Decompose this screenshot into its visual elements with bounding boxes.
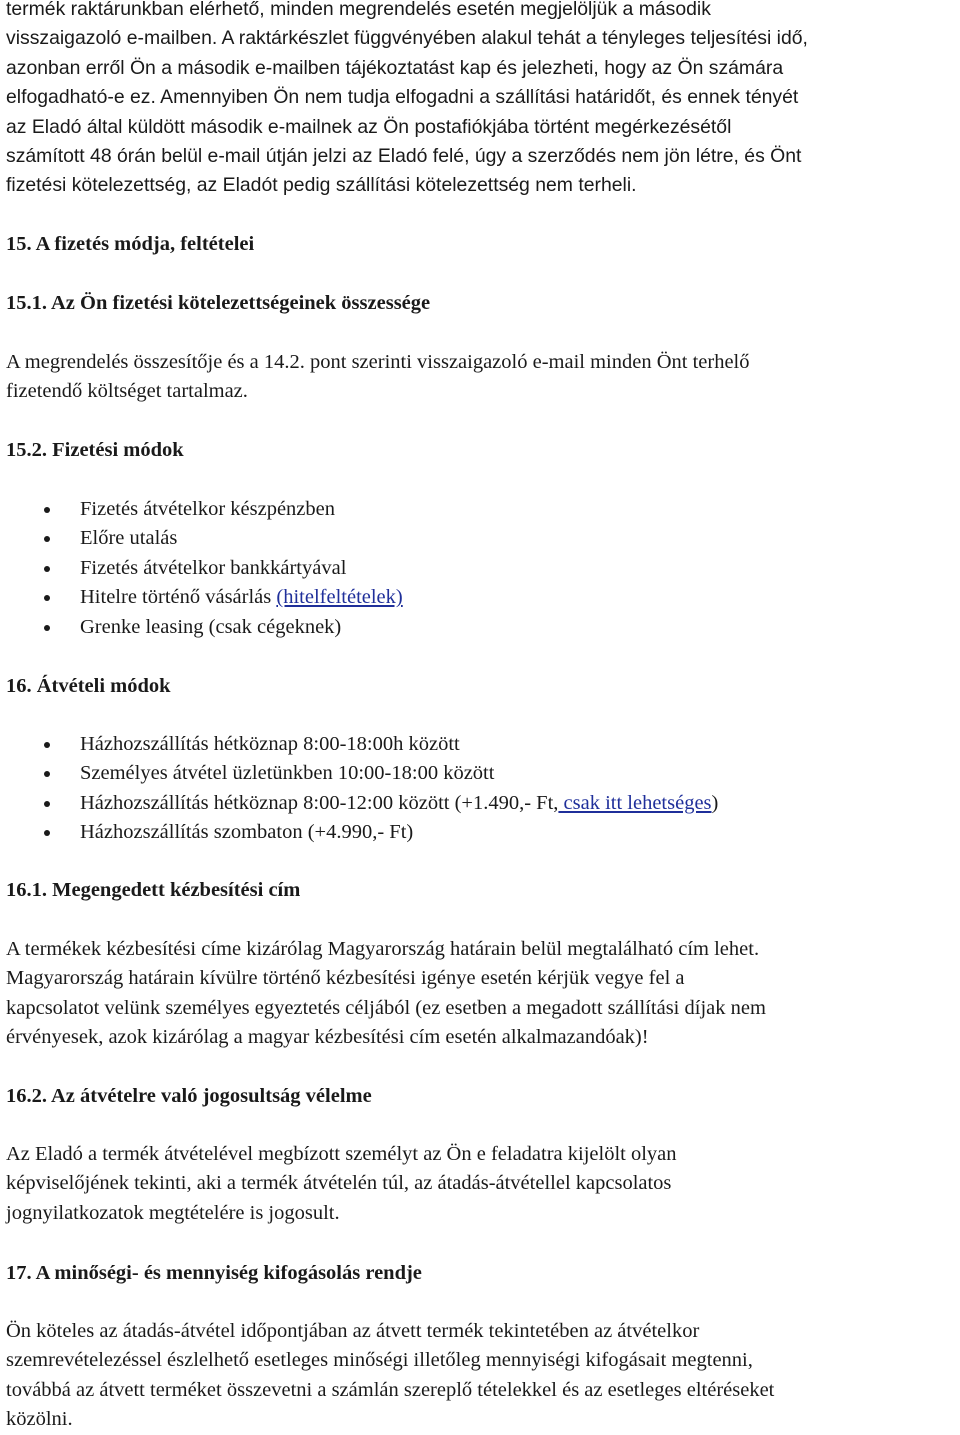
list-item-label: ) — [711, 791, 719, 814]
list-item-label: Házhozszállítás hétköznap 8:00-18:00h között — [80, 733, 460, 755]
list-item-label: Személyes átvétel üzletünkben 10:00-18:00 között — [80, 762, 495, 785]
paragraph-line: érvényesek, azok kizárólag a magyar kézbesítési cím esetén alkalmazandóak)! — [6, 1026, 649, 1049]
list-item — [6, 818, 956, 847]
section-17-paragraph — [6, 1317, 956, 1435]
intro-line: fizetési kötelezettség, az Eladót pedig szállítási kötelezettség nem terheli. — [6, 174, 637, 197]
section-17-heading: 17. A minőségi- és mennyiség kifogásolás rendje — [6, 1262, 422, 1284]
list-item — [6, 759, 956, 788]
list-item-label: Fizetés átvételkor bankkártyával — [80, 556, 347, 579]
list-item-label: Hitelre történő vásárlás — [80, 586, 277, 609]
bullet-icon — [44, 801, 50, 807]
list-item — [6, 730, 956, 759]
paragraph-line: A megrendelés összesítője és a 14.2. pont szerinti visszaigazoló e-mail minden Önt terhelő — [6, 351, 750, 373]
paragraph-line: Magyarország határain kívülre történő kézbesítési igénye esetén kérjük vegye fel a — [6, 967, 685, 990]
bullet-icon — [44, 536, 50, 542]
paragraph-line: Az Eladó a termék átvételével megbízott személyt az Ön e feladatra kijelölt olyan — [6, 1143, 677, 1165]
bullet-icon — [44, 507, 50, 513]
paragraph-line: A termékek kézbesítési címe kizárólag Magyarország határain belül megtalálható cím lehet. — [6, 938, 760, 960]
bullet-icon — [44, 742, 50, 748]
bullet-icon — [44, 625, 50, 631]
express-availability-link[interactable]: csak itt lehetséges — [558, 791, 712, 814]
bullet-icon — [44, 595, 50, 601]
list-item — [6, 583, 956, 612]
paragraph-line: fizetendő költséget tartalmaz. — [6, 380, 248, 403]
credit-terms-link[interactable]: (hitelfeltételek) — [276, 586, 403, 609]
intro-line: számított 48 órán belül e-mail útján jelzi az Eladó felé, úgy a szerződés nem jön létre, és Önt — [6, 144, 802, 167]
paragraph-line: szemrevételezéssel észlelhető esetleges minőségi illetőleg mennyiségi kifogásait megtenni, — [6, 1349, 753, 1372]
bullet-icon — [44, 771, 50, 777]
intro-line: visszaigazoló e-mailben. A raktárkészlet függvényében alakul tehát a tényleges teljesítési idő, — [6, 27, 808, 50]
bullet-icon — [44, 566, 50, 572]
list-item-label: Házhozszállítás hétköznap 8:00-12:00 között (+1.490,- Ft, — [80, 791, 559, 814]
section-16-1-paragraph — [6, 935, 956, 1053]
intro-paragraph — [6, 0, 956, 201]
list-item — [6, 789, 956, 818]
list-item — [6, 554, 956, 583]
list-item-label: Házhozszállítás szombaton (+4.990,- Ft) — [80, 821, 414, 844]
paragraph-line: közölni. — [6, 1408, 73, 1431]
section-16-2-heading: 16.2. Az átvételre való jogosultság vélelme — [6, 1085, 372, 1107]
paragraph-line: jognyilatkozatok megtételére is jogosult. — [6, 1201, 340, 1224]
section-15-1-paragraph — [6, 348, 956, 407]
section-15-2-heading: 15.2. Fizetési módok — [6, 439, 184, 461]
section-15-1-heading: 15.1. Az Ön fizetési kötelezettségeinek összessége — [6, 292, 431, 314]
list-item — [6, 613, 956, 642]
list-item — [6, 495, 956, 524]
delivery-methods-list — [6, 730, 956, 848]
list-item-label: Előre utalás — [80, 527, 178, 550]
section-16-heading: 16. Átvételi módok — [6, 675, 171, 697]
payment-methods-list — [6, 495, 956, 642]
paragraph-line: képviselőjének tekinti, aki a termék átvételén túl, az átadás-átvétellel kapcsolatos — [6, 1172, 672, 1195]
intro-line: az Eladó által küldött második e-mailnek az Ön postafiókjába történt megérkezésétől — [6, 115, 732, 138]
list-item-label: Fizetés átvételkor készpénzben — [80, 498, 335, 520]
section-16-2-paragraph — [6, 1140, 956, 1228]
intro-line: elfogadható-e ez. Amennyiben Ön nem tudja elfogadni a szállítási határidőt, és ennek tényét — [6, 86, 799, 109]
list-item-label: Grenke leasing (csak cégeknek) — [80, 615, 342, 638]
paragraph-line: továbbá az átvett terméket összevetni a számlán szereplő tételekkel és az esetleges eltéréseket — [6, 1378, 775, 1401]
section-16-1-heading: 16.1. Megengedett kézbesítési cím — [6, 879, 301, 901]
section-15-heading: 15. A fizetés módja, feltételei — [6, 233, 255, 255]
paragraph-line: Ön köteles az átadás-átvétel időpontjában az átvett termék tekintetében az átvételkor — [6, 1320, 700, 1342]
paragraph-line: kapcsolatot velünk személyes egyeztetés céljából (ez esetben a megadott szállítási díjak nem — [6, 996, 766, 1019]
list-item — [6, 524, 956, 553]
intro-line: azonban erről Ön a második e-mailben tájékoztatást kap és jelezheti, hogy az Ön számára — [6, 56, 784, 79]
intro-line: termék raktárunkban elérhető, minden megrendelés esetén megjelöljük a második — [6, 0, 711, 20]
bullet-icon — [44, 830, 50, 836]
